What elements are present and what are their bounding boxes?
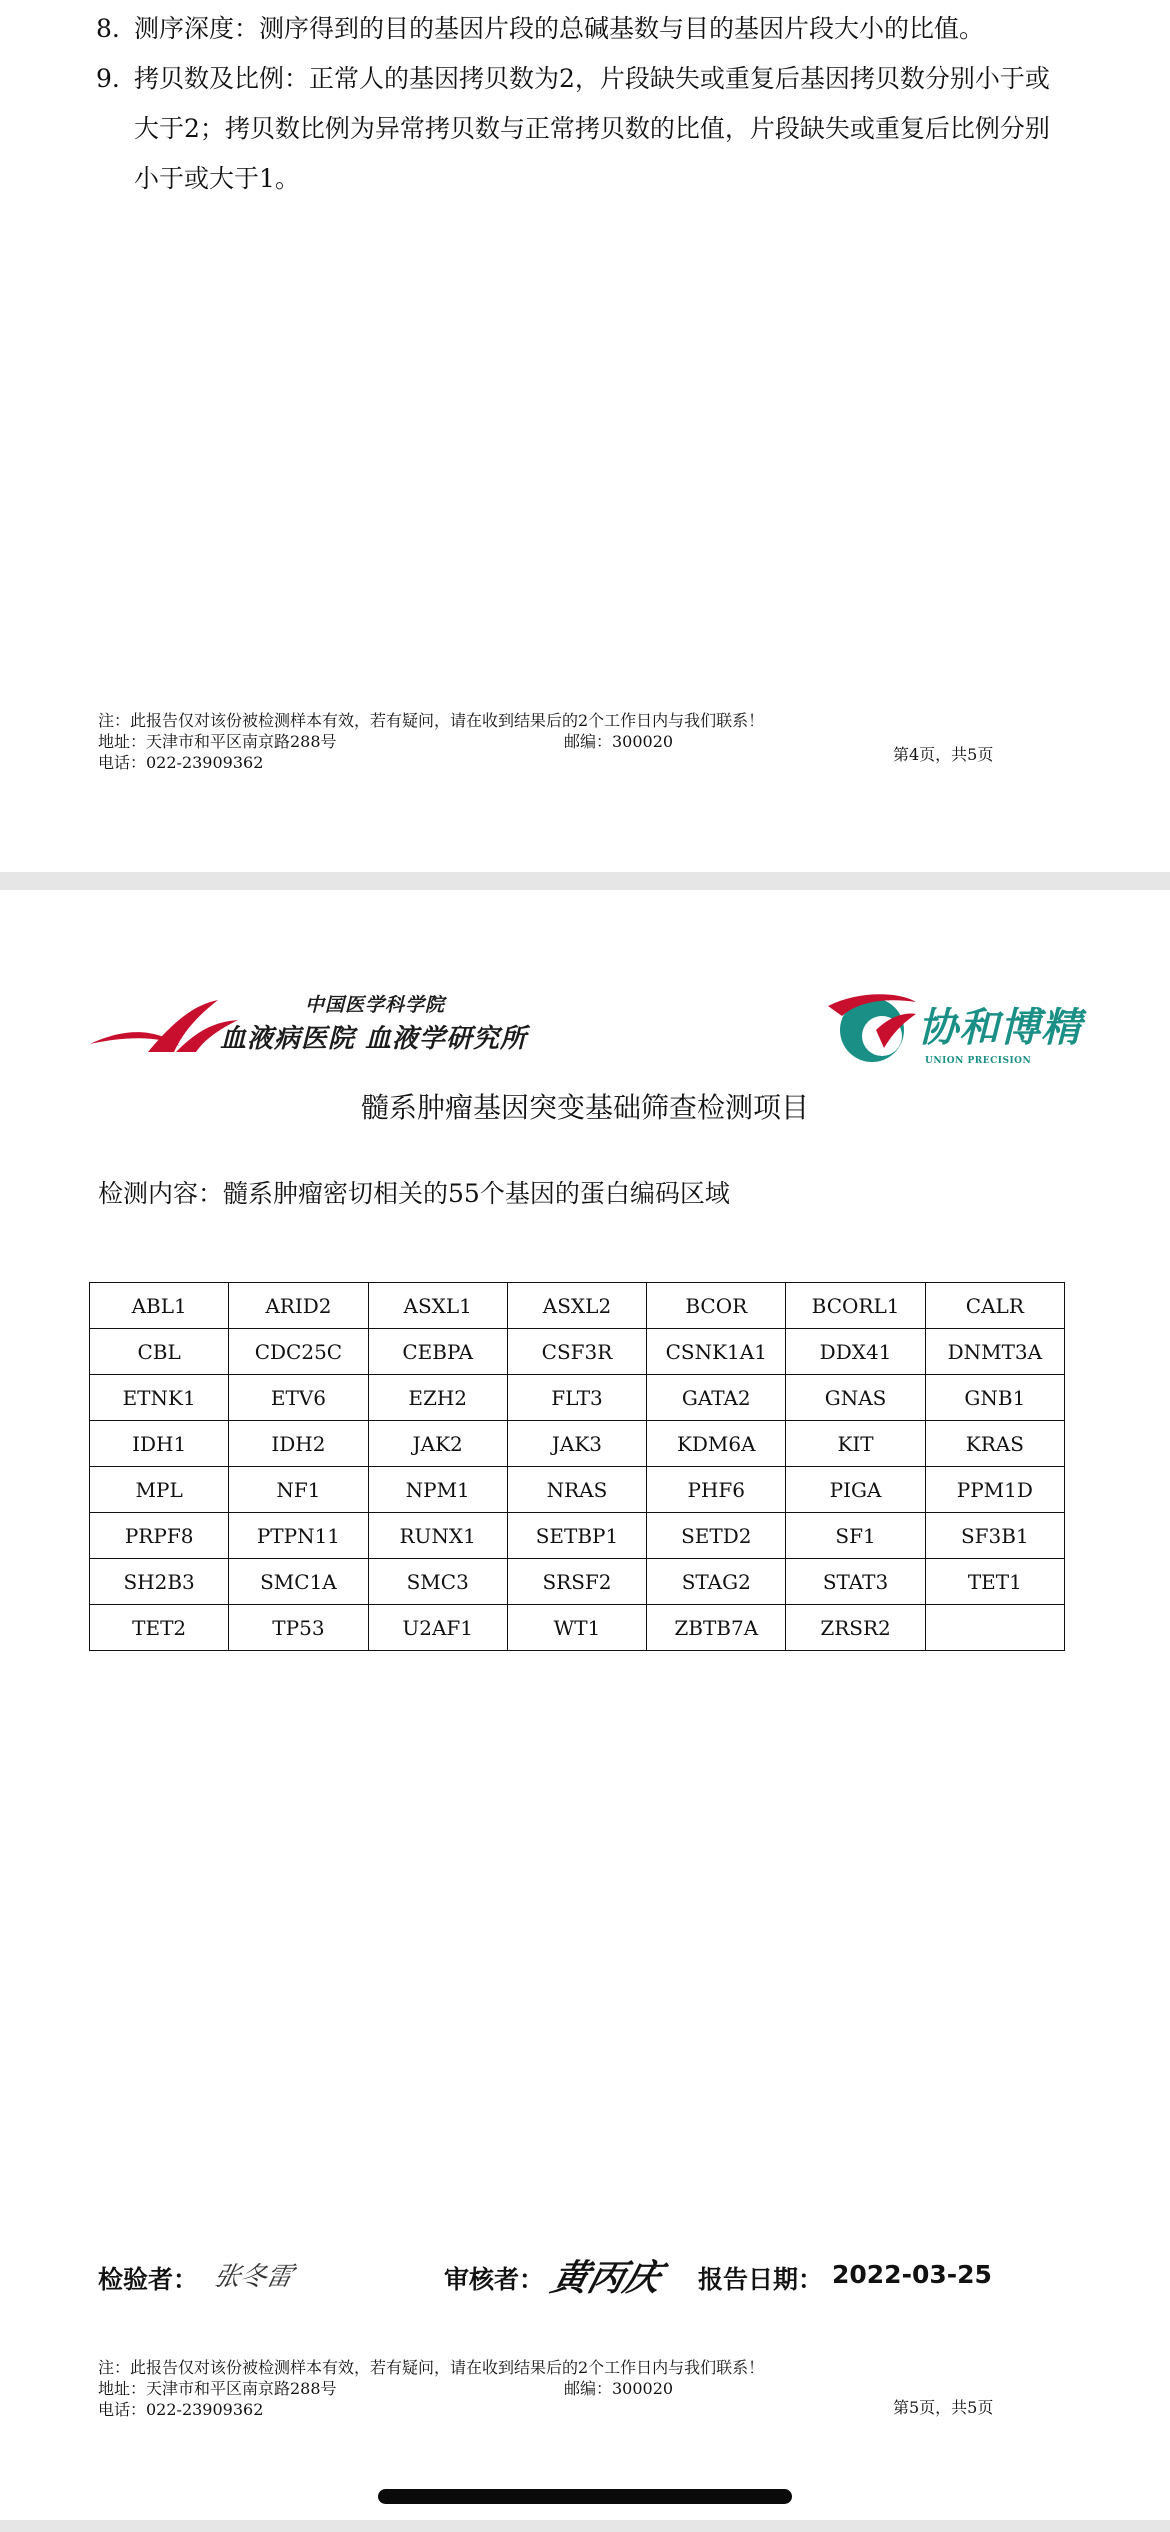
gene-cell: ETNK1 [90,1375,229,1421]
gene-cell: PRPF8 [90,1513,229,1559]
gene-cell: SETD2 [647,1513,786,1559]
gene-table-row [90,1329,1065,1375]
footer-phone: 电话：022-23909362 [98,753,264,772]
gene-cell: SMC3 [368,1559,507,1605]
gene-cell: EZH2 [368,1375,507,1421]
gene-panel-table [89,1282,1065,1651]
footer-note: 注：此报告仅对该份被检测样本有效，若有疑问，请在收到结果后的2个工作日内与我们联系！ [98,2358,765,2377]
gene-cell: NRAS [507,1467,646,1513]
gene-cell: DNMT3A [925,1329,1064,1375]
gene-cell: CSNK1A1 [647,1329,786,1375]
footer-note: 注：此报告仅对该份被检测样本有效，若有疑问，请在收到结果后的2个工作日内与我们联系！ [98,711,765,730]
inspector-signature: 张冬雷 [211,2262,296,2292]
test-scope: 检测内容：髓系肿瘤密切相关的55个基因的蛋白编码区域 [98,1179,730,1208]
gene-table-row [90,1513,1065,1559]
gene-cell: JAK3 [507,1421,646,1467]
gene-cell: ZBTB7A [647,1605,786,1651]
footer-zip: 邮编：300020 [564,2379,674,2398]
gene-cell: KIT [786,1421,925,1467]
gene-cell: SF3B1 [925,1513,1064,1559]
gene-cell: ASXL1 [368,1283,507,1329]
page-footer [98,2357,1018,2420]
gene-cell: NPM1 [368,1467,507,1513]
definition-item-9 [96,54,1076,204]
gene-cell: KRAS [925,1421,1064,1467]
gene-cell: KDM6A [647,1421,786,1467]
institute-name-line2: 血液病医院 血液学研究所 [220,1024,528,1054]
footer-phone: 电话：022-23909362 [98,2400,264,2419]
footer-zip: 邮编：300020 [564,732,674,751]
gene-table-row [90,1559,1065,1605]
gene-cell: CSF3R [507,1329,646,1375]
gene-cell: IDH2 [229,1421,368,1467]
gene-cell: PTPN11 [229,1513,368,1559]
gene-cell: DDX41 [786,1329,925,1375]
gene-table-row [90,1421,1065,1467]
gene-cell: SETBP1 [507,1513,646,1559]
gene-cell: ZRSR2 [786,1605,925,1651]
gene-cell: STAG2 [647,1559,786,1605]
item-text-line: 小于或大于1。 [134,164,300,193]
item-text-line: 大于2；拷贝数比例为异常拷贝数与正常拷贝数的比值，片段缺失或重复后比例分别 [134,114,1050,143]
gene-cell: SH2B3 [90,1559,229,1605]
reviewer-signature: 黄丙庆 [547,2257,666,2299]
gene-cell: U2AF1 [368,1605,507,1651]
gene-cell: BCOR [647,1283,786,1329]
gene-cell: TET2 [90,1605,229,1651]
gene-cell: MPL [90,1467,229,1513]
union-precision-name: 协和博精 [918,1004,1082,1051]
gene-cell: NF1 [229,1467,368,1513]
gene-cell: WT1 [507,1605,646,1651]
institute-name-line1: 中国医学科学院 [305,994,446,1016]
gene-cell: ASXL2 [507,1283,646,1329]
inspector-label: 检验者： [98,2265,199,2294]
gene-cell: RUNX1 [368,1513,507,1559]
gene-cell: BCORL1 [786,1283,925,1329]
gene-cell: TET1 [925,1559,1064,1605]
document-title: 髓系肿瘤基因突变基础筛查检测项目 [360,1091,809,1124]
gene-cell: STAT3 [786,1559,925,1605]
gene-cell: GNB1 [925,1375,1064,1421]
gene-cell: GNAS [786,1375,925,1421]
gene-cell: SF1 [786,1513,925,1559]
footer-address: 地址：天津市和平区南京路288号 [98,2379,337,2398]
gene-cell: CEBPA [368,1329,507,1375]
gene-cell: ABL1 [90,1283,229,1329]
gene-table-row [90,1283,1065,1329]
page-number: 第5页，共5页 [893,2398,994,2417]
gene-cell: CDC25C [229,1329,368,1375]
gene-table-row [90,1467,1065,1513]
item-number: 9. [96,64,120,93]
gene-table-row [90,1375,1065,1421]
gene-cell: IDH1 [90,1421,229,1467]
page-footer [98,710,1018,773]
gene-cell: ARID2 [229,1283,368,1329]
item-number: 8. [96,14,120,43]
item-text: 测序深度：测序得到的目的基因片段的总碱基数与目的基因片段大小的比值。 [134,14,985,43]
report-page-5 [0,890,1170,2520]
definition-item-8 [96,4,1076,54]
gene-table-row [90,1605,1065,1651]
gene-cell: SRSF2 [507,1559,646,1605]
gene-cell: GATA2 [647,1375,786,1421]
page-number: 第4页，共5页 [893,745,994,764]
gene-cell: SMC1A [229,1559,368,1605]
gene-cell [925,1605,1064,1651]
report-date-label: 报告日期： [698,2265,824,2294]
gene-cell: CBL [90,1329,229,1375]
union-precision-english: UNION PRECISION [925,1056,1032,1066]
gene-cell: TP53 [229,1605,368,1651]
item-text-line: 拷贝数及比例：正常人的基因拷贝数为2，片段缺失或重复后基因拷贝数分别小于或 [134,64,1050,93]
reviewer-label: 审核者： [444,2265,545,2294]
gene-cell: ETV6 [229,1375,368,1421]
gene-cell: PHF6 [647,1467,786,1513]
footer-address: 地址：天津市和平区南京路288号 [98,732,337,751]
home-indicator[interactable] [378,2489,792,2504]
gene-cell: PIGA [786,1467,925,1513]
report-date: 2022-03-25 [832,2260,992,2289]
gene-cell: CALR [925,1283,1064,1329]
gene-cell: FLT3 [507,1375,646,1421]
gene-cell: JAK2 [368,1421,507,1467]
gene-cell: PPM1D [925,1467,1064,1513]
report-page-4 [0,0,1170,872]
